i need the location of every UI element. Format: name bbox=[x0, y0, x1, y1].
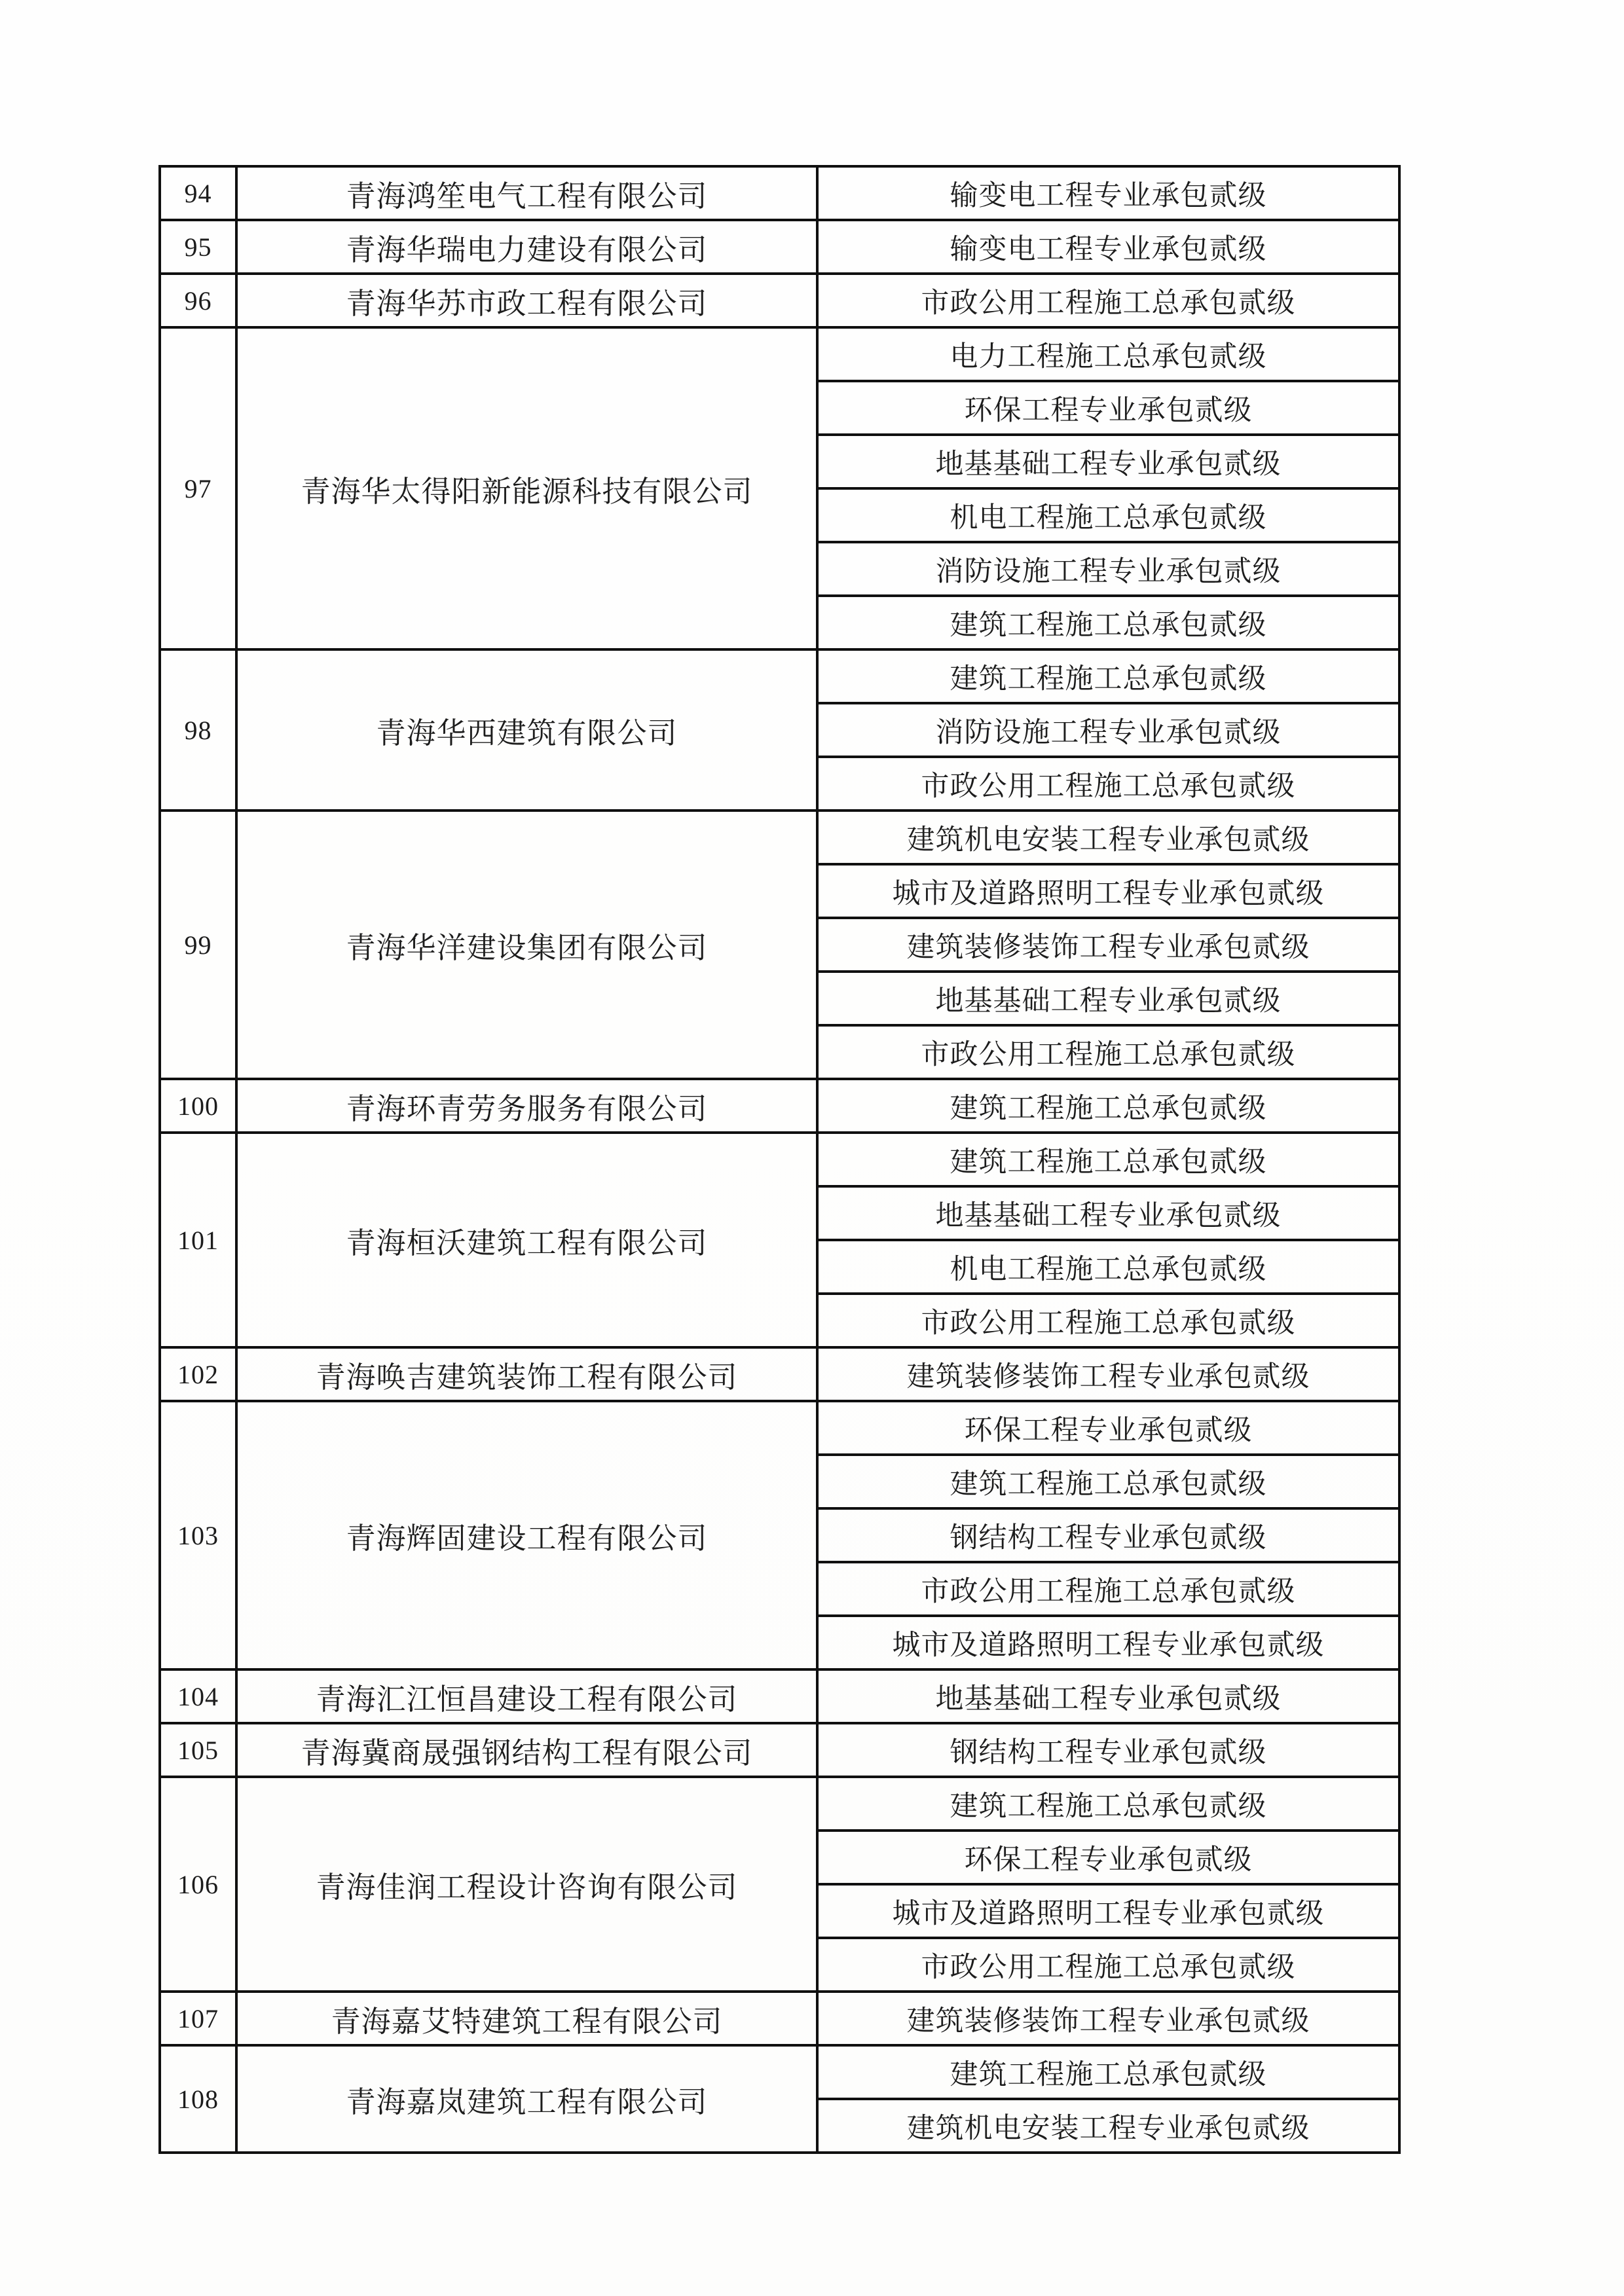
qualification-cell: 建筑工程施工总承包贰级 bbox=[817, 649, 1399, 703]
row-number-cell: 97 bbox=[160, 327, 236, 649]
qualification-cell: 建筑装修装饰工程专业承包贰级 bbox=[817, 1992, 1399, 2045]
qualification-cell: 地基基础工程专业承包贰级 bbox=[817, 1186, 1399, 1240]
qualification-cell: 环保工程专业承包贰级 bbox=[817, 381, 1399, 435]
qualification-cell: 钢结构工程专业承包贰级 bbox=[817, 1508, 1399, 1562]
row-number-cell: 101 bbox=[160, 1133, 236, 1347]
qualification-cell: 建筑装修装饰工程专业承包贰级 bbox=[817, 1347, 1399, 1401]
qualification-cell: 输变电工程专业承包贰级 bbox=[817, 166, 1399, 220]
qualification-cell: 机电工程施工总承包贰级 bbox=[817, 488, 1399, 542]
table-row bbox=[160, 1669, 1399, 1723]
company-name-cell: 青海华洋建设集团有限公司 bbox=[236, 811, 817, 1079]
company-name-cell: 青海唤吉建筑装饰工程有限公司 bbox=[236, 1347, 817, 1401]
table-row bbox=[160, 1777, 1399, 1831]
company-name-cell: 青海华苏市政工程有限公司 bbox=[236, 274, 817, 327]
company-name-cell: 青海嘉艾特建筑工程有限公司 bbox=[236, 1992, 817, 2045]
qualification-cell: 市政公用工程施工总承包贰级 bbox=[817, 274, 1399, 327]
row-number-cell: 108 bbox=[160, 2045, 236, 2153]
company-name-cell: 青海华太得阳新能源科技有限公司 bbox=[236, 327, 817, 649]
qualification-cell: 建筑工程施工总承包贰级 bbox=[817, 2045, 1399, 2099]
qualification-cell: 市政公用工程施工总承包贰级 bbox=[817, 1562, 1399, 1616]
qualification-cell: 地基基础工程专业承包贰级 bbox=[817, 435, 1399, 488]
company-name-cell: 青海环青劳务服务有限公司 bbox=[236, 1079, 817, 1133]
row-number-cell: 102 bbox=[160, 1347, 236, 1401]
table-row bbox=[160, 1992, 1399, 2045]
qualification-cell: 输变电工程专业承包贰级 bbox=[817, 220, 1399, 274]
row-number-cell: 98 bbox=[160, 649, 236, 811]
table-row bbox=[160, 1133, 1399, 1186]
row-number-cell: 105 bbox=[160, 1723, 236, 1777]
qualification-cell: 建筑装修装饰工程专业承包贰级 bbox=[817, 918, 1399, 972]
table-row bbox=[160, 166, 1399, 220]
company-name-cell: 青海华瑞电力建设有限公司 bbox=[236, 220, 817, 274]
table-row bbox=[160, 2045, 1399, 2099]
company-name-cell: 青海冀商晟强钢结构工程有限公司 bbox=[236, 1723, 817, 1777]
qualification-cell: 消防设施工程专业承包贰级 bbox=[817, 703, 1399, 757]
row-number-cell: 100 bbox=[160, 1079, 236, 1133]
qualification-cell: 钢结构工程专业承包贰级 bbox=[817, 1723, 1399, 1777]
qualification-cell: 建筑机电安装工程专业承包贰级 bbox=[817, 811, 1399, 864]
company-name-cell: 青海华西建筑有限公司 bbox=[236, 649, 817, 811]
row-number-cell: 104 bbox=[160, 1669, 236, 1723]
qualification-cell: 机电工程施工总承包贰级 bbox=[817, 1240, 1399, 1294]
table-row bbox=[160, 274, 1399, 327]
table-row bbox=[160, 1347, 1399, 1401]
qualification-cell: 城市及道路照明工程专业承包贰级 bbox=[817, 864, 1399, 918]
qualification-cell: 地基基础工程专业承包贰级 bbox=[817, 1669, 1399, 1723]
company-name-cell: 青海佳润工程设计咨询有限公司 bbox=[236, 1777, 817, 1992]
qualification-cell: 建筑工程施工总承包贰级 bbox=[817, 1133, 1399, 1186]
table-row bbox=[160, 649, 1399, 703]
qualification-cell: 环保工程专业承包贰级 bbox=[817, 1831, 1399, 1884]
qualification-cell: 建筑工程施工总承包贰级 bbox=[817, 1079, 1399, 1133]
row-number-cell: 103 bbox=[160, 1401, 236, 1669]
table-row bbox=[160, 1723, 1399, 1777]
table-body bbox=[160, 166, 1399, 2153]
table-row bbox=[160, 1079, 1399, 1133]
qualification-cell: 地基基础工程专业承包贰级 bbox=[817, 972, 1399, 1025]
qualification-cell: 环保工程专业承包贰级 bbox=[817, 1401, 1399, 1455]
qualification-cell: 市政公用工程施工总承包贰级 bbox=[817, 1938, 1399, 1992]
row-number-cell: 96 bbox=[160, 274, 236, 327]
table-row bbox=[160, 327, 1399, 381]
company-name-cell: 青海鸿笙电气工程有限公司 bbox=[236, 166, 817, 220]
qualification-cell: 城市及道路照明工程专业承包贰级 bbox=[817, 1884, 1399, 1938]
qualification-cell: 建筑机电安装工程专业承包贰级 bbox=[817, 2099, 1399, 2153]
company-qualification-table bbox=[158, 165, 1401, 2154]
qualification-cell: 市政公用工程施工总承包贰级 bbox=[817, 757, 1399, 811]
row-number-cell: 95 bbox=[160, 220, 236, 274]
qualification-cell: 建筑工程施工总承包贰级 bbox=[817, 1455, 1399, 1508]
qualification-cell: 建筑工程施工总承包贰级 bbox=[817, 596, 1399, 649]
qualification-cell: 市政公用工程施工总承包贰级 bbox=[817, 1294, 1399, 1347]
qualification-cell: 电力工程施工总承包贰级 bbox=[817, 327, 1399, 381]
company-name-cell: 青海汇江恒昌建设工程有限公司 bbox=[236, 1669, 817, 1723]
table-row bbox=[160, 220, 1399, 274]
qualification-cell: 市政公用工程施工总承包贰级 bbox=[817, 1025, 1399, 1079]
table-row bbox=[160, 811, 1399, 864]
qualification-cell: 消防设施工程专业承包贰级 bbox=[817, 542, 1399, 596]
company-name-cell: 青海辉固建设工程有限公司 bbox=[236, 1401, 817, 1669]
company-name-cell: 青海嘉岚建筑工程有限公司 bbox=[236, 2045, 817, 2153]
row-number-cell: 99 bbox=[160, 811, 236, 1079]
row-number-cell: 94 bbox=[160, 166, 236, 220]
company-name-cell: 青海桓沃建筑工程有限公司 bbox=[236, 1133, 817, 1347]
row-number-cell: 107 bbox=[160, 1992, 236, 2045]
table-row bbox=[160, 1401, 1399, 1455]
qualification-cell: 城市及道路照明工程专业承包贰级 bbox=[817, 1616, 1399, 1669]
row-number-cell: 106 bbox=[160, 1777, 236, 1992]
qualification-cell: 建筑工程施工总承包贰级 bbox=[817, 1777, 1399, 1831]
